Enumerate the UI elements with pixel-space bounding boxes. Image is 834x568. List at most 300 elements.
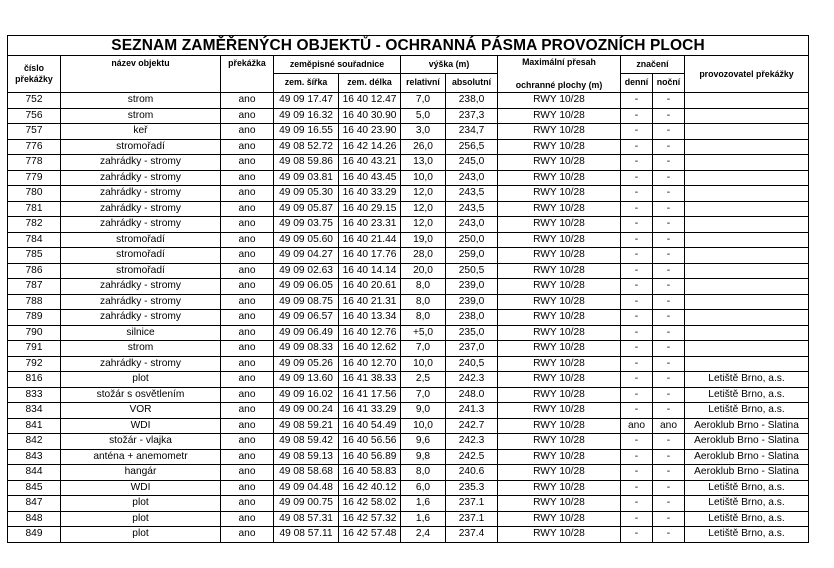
relative-height-cell: 9,6: [401, 434, 446, 450]
operator-cell: [685, 186, 809, 202]
relative-height-cell: 5,0: [401, 108, 446, 124]
max-overlap-cell: RWY 10/28: [498, 232, 621, 248]
relative-height-cell: 3,0: [401, 124, 446, 140]
obstacle-flag-cell: ano: [221, 387, 274, 403]
obstacle-flag-cell: ano: [221, 465, 274, 481]
absolute-height-cell: 235.3: [446, 480, 498, 496]
obstacle-flag-cell: ano: [221, 248, 274, 264]
night-marking-cell: -: [653, 155, 685, 171]
absolute-height-cell: 238,0: [446, 93, 498, 109]
operator-cell: Aeroklub Brno - Slatina: [685, 449, 809, 465]
obstacle-flag-cell: ano: [221, 449, 274, 465]
max-overlap-cell: RWY 10/28: [498, 403, 621, 419]
header-cislo: číslo: [23, 63, 45, 73]
object-name-cell: plot: [61, 372, 221, 388]
object-name-cell: strom: [61, 108, 221, 124]
object-name-cell: stromořadí: [61, 139, 221, 155]
day-marking-cell: -: [621, 217, 653, 233]
obstacle-flag-cell: ano: [221, 217, 274, 233]
obstacle-flag-cell: ano: [221, 155, 274, 171]
obstacle-flag-cell: ano: [221, 310, 274, 326]
latitude-cell: 49 09 13.60: [274, 372, 339, 388]
latitude-cell: 49 09 17.47: [274, 93, 339, 109]
latitude-cell: 49 09 02.63: [274, 263, 339, 279]
longitude-cell: 16 40 23.90: [339, 124, 401, 140]
relative-height-cell: 7,0: [401, 341, 446, 357]
relative-height-cell: 7,0: [401, 93, 446, 109]
operator-cell: Letiště Brno, a.s.: [685, 511, 809, 527]
latitude-cell: 49 08 59.86: [274, 155, 339, 171]
absolute-height-cell: 240,5: [446, 356, 498, 372]
operator-cell: [685, 124, 809, 140]
obstacle-number-cell: 776: [8, 139, 61, 155]
absolute-height-cell: 240.6: [446, 465, 498, 481]
longitude-cell: 16 42 14.26: [339, 139, 401, 155]
table-row: [8, 434, 809, 450]
table-row: [8, 449, 809, 465]
day-marking-cell: -: [621, 449, 653, 465]
max-overlap-cell: RWY 10/28: [498, 496, 621, 512]
latitude-cell: 49 09 16.55: [274, 124, 339, 140]
operator-cell: [685, 263, 809, 279]
obstacle-number-cell: 816: [8, 372, 61, 388]
day-marking-cell: -: [621, 263, 653, 279]
max-overlap-cell: RWY 10/28: [498, 124, 621, 140]
relative-height-cell: 9,0: [401, 403, 446, 419]
max-overlap-cell: RWY 10/28: [498, 480, 621, 496]
table-row: [8, 294, 809, 310]
relative-height-cell: 19,0: [401, 232, 446, 248]
night-marking-cell: -: [653, 372, 685, 388]
day-marking-cell: -: [621, 387, 653, 403]
max-overlap-cell: RWY 10/28: [498, 387, 621, 403]
operator-cell: [685, 139, 809, 155]
max-overlap-cell: RWY 10/28: [498, 356, 621, 372]
latitude-cell: 49 09 16.32: [274, 108, 339, 124]
obstacle-number-cell: 790: [8, 325, 61, 341]
absolute-height-cell: 248.0: [446, 387, 498, 403]
obstacle-flag-cell: ano: [221, 279, 274, 295]
latitude-cell: 49 08 57.31: [274, 511, 339, 527]
obstacle-number-cell: 842: [8, 434, 61, 450]
day-marking-cell: -: [621, 496, 653, 512]
absolute-height-cell: 243,0: [446, 170, 498, 186]
obstacle-flag-cell: ano: [221, 403, 274, 419]
relative-height-cell: 10,0: [401, 356, 446, 372]
relative-height-cell: 10,0: [401, 418, 446, 434]
obstacle-flag-cell: ano: [221, 418, 274, 434]
absolute-height-cell: 234,7: [446, 124, 498, 140]
object-name-cell: stromořadí: [61, 248, 221, 264]
obstacle-flag-cell: ano: [221, 480, 274, 496]
day-marking-cell: -: [621, 403, 653, 419]
absolute-height-cell: 242.5: [446, 449, 498, 465]
object-name-cell: zahrádky - stromy: [61, 186, 221, 202]
longitude-cell: 16 40 12.47: [339, 93, 401, 109]
object-name-cell: WDI: [61, 418, 221, 434]
night-marking-cell: -: [653, 434, 685, 450]
object-name-cell: stožár - vlajka: [61, 434, 221, 450]
relative-height-cell: +5,0: [401, 325, 446, 341]
header-operator: provozovatel překážky: [685, 56, 809, 93]
relative-height-cell: 9,8: [401, 449, 446, 465]
table-row: [8, 387, 809, 403]
day-marking-cell: -: [621, 139, 653, 155]
max-overlap-cell: RWY 10/28: [498, 186, 621, 202]
relative-height-cell: 12,0: [401, 201, 446, 217]
table-row: [8, 186, 809, 202]
night-marking-cell: -: [653, 139, 685, 155]
object-name-cell: VOR: [61, 403, 221, 419]
absolute-height-cell: 237.4: [446, 527, 498, 543]
day-marking-cell: -: [621, 279, 653, 295]
absolute-height-cell: 243,5: [446, 186, 498, 202]
latitude-cell: 49 09 08.33: [274, 341, 339, 357]
absolute-height-cell: 237.1: [446, 496, 498, 512]
operator-cell: [685, 93, 809, 109]
object-name-cell: zahrádky - stromy: [61, 310, 221, 326]
obstacle-number-cell: 844: [8, 465, 61, 481]
operator-cell: Letiště Brno, a.s.: [685, 372, 809, 388]
operator-cell: [685, 108, 809, 124]
obstacle-number-cell: 845: [8, 480, 61, 496]
longitude-cell: 16 41 33.29: [339, 403, 401, 419]
longitude-cell: 16 40 29.15: [339, 201, 401, 217]
table-row: [8, 356, 809, 372]
relative-height-cell: 12,0: [401, 186, 446, 202]
object-name-cell: zahrádky - stromy: [61, 217, 221, 233]
latitude-cell: 49 09 00.75: [274, 496, 339, 512]
day-marking-cell: -: [621, 294, 653, 310]
max-overlap-cell: RWY 10/28: [498, 449, 621, 465]
night-marking-cell: -: [653, 387, 685, 403]
operator-cell: Letiště Brno, a.s.: [685, 480, 809, 496]
table-row: [8, 124, 809, 140]
longitude-cell: 16 40 12.70: [339, 356, 401, 372]
obstacle-number-cell: 788: [8, 294, 61, 310]
operator-cell: Letiště Brno, a.s.: [685, 527, 809, 543]
latitude-cell: 49 08 59.13: [274, 449, 339, 465]
obstacle-flag-cell: ano: [221, 372, 274, 388]
header-marking: značení: [621, 56, 685, 74]
night-marking-cell: -: [653, 527, 685, 543]
relative-height-cell: 20,0: [401, 263, 446, 279]
obstacle-flag-cell: ano: [221, 108, 274, 124]
max-overlap-cell: RWY 10/28: [498, 201, 621, 217]
longitude-cell: 16 40 23.31: [339, 217, 401, 233]
longitude-cell: 16 42 57.32: [339, 511, 401, 527]
relative-height-cell: 7,0: [401, 387, 446, 403]
operator-cell: [685, 170, 809, 186]
absolute-height-cell: 237.1: [446, 511, 498, 527]
absolute-height-cell: 242.7: [446, 418, 498, 434]
latitude-cell: 49 08 58.68: [274, 465, 339, 481]
obstacle-flag-cell: ano: [221, 356, 274, 372]
day-marking-cell: -: [621, 465, 653, 481]
operator-cell: [685, 248, 809, 264]
object-name-cell: strom: [61, 93, 221, 109]
header-object-name: název objektu: [61, 56, 221, 93]
night-marking-cell: -: [653, 263, 685, 279]
obstacle-number-cell: 757: [8, 124, 61, 140]
obstacle-flag-cell: ano: [221, 232, 274, 248]
max-overlap-cell: RWY 10/28: [498, 139, 621, 155]
max-overlap-cell: RWY 10/28: [498, 248, 621, 264]
day-marking-cell: -: [621, 155, 653, 171]
latitude-cell: 49 09 05.26: [274, 356, 339, 372]
absolute-height-cell: 250,5: [446, 263, 498, 279]
max-overlap-cell: RWY 10/28: [498, 310, 621, 326]
max-overlap-cell: RWY 10/28: [498, 372, 621, 388]
latitude-cell: 49 09 05.60: [274, 232, 339, 248]
latitude-cell: 49 08 59.42: [274, 434, 339, 450]
day-marking-cell: -: [621, 232, 653, 248]
table-row: [8, 325, 809, 341]
night-marking-cell: -: [653, 217, 685, 233]
header-latitude: zem. šířka: [274, 73, 339, 92]
table-row: [8, 263, 809, 279]
longitude-cell: 16 40 21.44: [339, 232, 401, 248]
obstacle-number-cell: 789: [8, 310, 61, 326]
obstacle-flag-cell: ano: [221, 201, 274, 217]
obstacle-flag-cell: ano: [221, 527, 274, 543]
operator-cell: [685, 325, 809, 341]
header-prekazky: překážky: [15, 74, 53, 84]
day-marking-cell: -: [621, 372, 653, 388]
obstacle-number-cell: 841: [8, 418, 61, 434]
obstacle-number-cell: 780: [8, 186, 61, 202]
header-presah-line2: ochranné plochy (m): [515, 80, 603, 90]
night-marking-cell: -: [653, 248, 685, 264]
table-row: [8, 480, 809, 496]
obstacle-flag-cell: ano: [221, 170, 274, 186]
obstacle-number-cell: 848: [8, 511, 61, 527]
object-name-cell: anténa + anemometr: [61, 449, 221, 465]
relative-height-cell: 10,0: [401, 170, 446, 186]
absolute-height-cell: 243,5: [446, 201, 498, 217]
night-marking-cell: -: [653, 341, 685, 357]
relative-height-cell: 6,0: [401, 480, 446, 496]
obstacle-number-cell: 849: [8, 527, 61, 543]
header-relative: relativní: [401, 73, 446, 92]
max-overlap-cell: RWY 10/28: [498, 93, 621, 109]
day-marking-cell: -: [621, 108, 653, 124]
day-marking-cell: -: [621, 434, 653, 450]
night-marking-cell: -: [653, 232, 685, 248]
day-marking-cell: -: [621, 186, 653, 202]
operator-cell: [685, 279, 809, 295]
table-row: [8, 248, 809, 264]
longitude-cell: 16 40 21.31: [339, 294, 401, 310]
longitude-cell: 16 40 30.90: [339, 108, 401, 124]
table-row: [8, 310, 809, 326]
object-name-cell: stromořadí: [61, 263, 221, 279]
operator-cell: Aeroklub Brno - Slatina: [685, 465, 809, 481]
day-marking-cell: -: [621, 511, 653, 527]
obstacle-number-cell: 784: [8, 232, 61, 248]
longitude-cell: 16 40 33.29: [339, 186, 401, 202]
table-title: SEZNAM ZAMĚŘENÝCH OBJEKTŮ - OCHRANNÁ PÁSMA PROVOZNÍCH PLOCH: [8, 36, 809, 56]
longitude-cell: 16 40 20.61: [339, 279, 401, 295]
absolute-height-cell: 259,0: [446, 248, 498, 264]
relative-height-cell: 2,4: [401, 527, 446, 543]
table-row: [8, 232, 809, 248]
longitude-cell: 16 40 56.89: [339, 449, 401, 465]
obstacle-flag-cell: ano: [221, 93, 274, 109]
night-marking-cell: -: [653, 186, 685, 202]
header-day: denní: [621, 73, 653, 92]
relative-height-cell: 8,0: [401, 465, 446, 481]
latitude-cell: 49 08 57.11: [274, 527, 339, 543]
night-marking-cell: -: [653, 294, 685, 310]
header-presah-line1: Maximální přesah: [522, 57, 596, 67]
header-coordinates: zeměpisné souřadnice: [274, 56, 401, 74]
day-marking-cell: -: [621, 356, 653, 372]
absolute-height-cell: 238,0: [446, 310, 498, 326]
longitude-cell: 16 40 14.14: [339, 263, 401, 279]
operator-cell: [685, 201, 809, 217]
max-overlap-cell: RWY 10/28: [498, 341, 621, 357]
night-marking-cell: -: [653, 480, 685, 496]
obstacle-flag-cell: ano: [221, 139, 274, 155]
longitude-cell: 16 41 38.33: [339, 372, 401, 388]
obstacle-number-cell: 847: [8, 496, 61, 512]
table-row: [8, 279, 809, 295]
max-overlap-cell: RWY 10/28: [498, 418, 621, 434]
latitude-cell: 49 09 06.57: [274, 310, 339, 326]
obstacle-flag-cell: ano: [221, 496, 274, 512]
longitude-cell: 16 40 17.76: [339, 248, 401, 264]
day-marking-cell: -: [621, 341, 653, 357]
header-night: noční: [653, 73, 685, 92]
latitude-cell: 49 09 05.30: [274, 186, 339, 202]
night-marking-cell: -: [653, 325, 685, 341]
obstacle-number-cell: 779: [8, 170, 61, 186]
day-marking-cell: -: [621, 310, 653, 326]
obstacle-table: [7, 35, 809, 543]
day-marking-cell: -: [621, 325, 653, 341]
latitude-cell: 49 09 06.49: [274, 325, 339, 341]
object-name-cell: zahrádky - stromy: [61, 294, 221, 310]
longitude-cell: 16 42 58.02: [339, 496, 401, 512]
table-row: [8, 93, 809, 109]
table-row: [8, 403, 809, 419]
longitude-cell: 16 40 54.49: [339, 418, 401, 434]
night-marking-cell: -: [653, 279, 685, 295]
latitude-cell: 49 09 08.75: [274, 294, 339, 310]
latitude-cell: 49 09 04.48: [274, 480, 339, 496]
night-marking-cell: -: [653, 496, 685, 512]
object-name-cell: zahrádky - stromy: [61, 356, 221, 372]
obstacle-number-cell: 843: [8, 449, 61, 465]
object-name-cell: strom: [61, 341, 221, 357]
max-overlap-cell: RWY 10/28: [498, 325, 621, 341]
table-row: [8, 465, 809, 481]
night-marking-cell: ano: [653, 418, 685, 434]
max-overlap-cell: RWY 10/28: [498, 155, 621, 171]
night-marking-cell: -: [653, 356, 685, 372]
table-row: [8, 108, 809, 124]
table-row: [8, 201, 809, 217]
obstacle-flag-cell: ano: [221, 325, 274, 341]
header-max-overlap: [498, 56, 621, 93]
table-row: [8, 155, 809, 171]
night-marking-cell: -: [653, 170, 685, 186]
max-overlap-cell: RWY 10/28: [498, 511, 621, 527]
obstacle-number-cell: 781: [8, 201, 61, 217]
day-marking-cell: -: [621, 93, 653, 109]
day-marking-cell: -: [621, 124, 653, 140]
longitude-cell: 16 40 12.76: [339, 325, 401, 341]
obstacle-number-cell: 752: [8, 93, 61, 109]
operator-cell: Aeroklub Brno - Slatina: [685, 418, 809, 434]
latitude-cell: 49 09 16.02: [274, 387, 339, 403]
operator-cell: [685, 310, 809, 326]
latitude-cell: 49 08 59.21: [274, 418, 339, 434]
longitude-cell: 16 40 12.62: [339, 341, 401, 357]
latitude-cell: 49 09 03.75: [274, 217, 339, 233]
longitude-cell: 16 40 58.83: [339, 465, 401, 481]
obstacle-flag-cell: ano: [221, 186, 274, 202]
night-marking-cell: -: [653, 310, 685, 326]
relative-height-cell: 26,0: [401, 139, 446, 155]
latitude-cell: 49 09 00.24: [274, 403, 339, 419]
max-overlap-cell: RWY 10/28: [498, 170, 621, 186]
longitude-cell: 16 42 57.48: [339, 527, 401, 543]
operator-cell: [685, 217, 809, 233]
absolute-height-cell: 241.3: [446, 403, 498, 419]
obstacle-number-cell: 778: [8, 155, 61, 171]
header-obstacle: překážka: [221, 56, 274, 93]
obstacle-flag-cell: ano: [221, 511, 274, 527]
header-longitude: zem. délka: [339, 73, 401, 92]
object-name-cell: silnice: [61, 325, 221, 341]
header-absolute: absolutní: [446, 73, 498, 92]
table-row: [8, 372, 809, 388]
object-name-cell: zahrádky - stromy: [61, 170, 221, 186]
operator-cell: Letiště Brno, a.s.: [685, 403, 809, 419]
max-overlap-cell: RWY 10/28: [498, 527, 621, 543]
relative-height-cell: 13,0: [401, 155, 446, 171]
day-marking-cell: -: [621, 480, 653, 496]
obstacle-number-cell: 785: [8, 248, 61, 264]
obstacle-number-cell: 834: [8, 403, 61, 419]
absolute-height-cell: 239,0: [446, 294, 498, 310]
relative-height-cell: 2,5: [401, 372, 446, 388]
night-marking-cell: -: [653, 93, 685, 109]
object-name-cell: zahrádky - stromy: [61, 155, 221, 171]
max-overlap-cell: RWY 10/28: [498, 279, 621, 295]
operator-cell: [685, 341, 809, 357]
max-overlap-cell: RWY 10/28: [498, 434, 621, 450]
night-marking-cell: -: [653, 511, 685, 527]
absolute-height-cell: 250,0: [446, 232, 498, 248]
relative-height-cell: 12,0: [401, 217, 446, 233]
table-row: [8, 496, 809, 512]
night-marking-cell: -: [653, 465, 685, 481]
table-row: [8, 418, 809, 434]
night-marking-cell: -: [653, 201, 685, 217]
obstacle-number-cell: 787: [8, 279, 61, 295]
obstacle-number-cell: 791: [8, 341, 61, 357]
max-overlap-cell: RWY 10/28: [498, 465, 621, 481]
absolute-height-cell: 237,0: [446, 341, 498, 357]
obstacle-number-cell: 786: [8, 263, 61, 279]
table-row: [8, 139, 809, 155]
max-overlap-cell: RWY 10/28: [498, 263, 621, 279]
operator-cell: [685, 232, 809, 248]
longitude-cell: 16 40 43.21: [339, 155, 401, 171]
